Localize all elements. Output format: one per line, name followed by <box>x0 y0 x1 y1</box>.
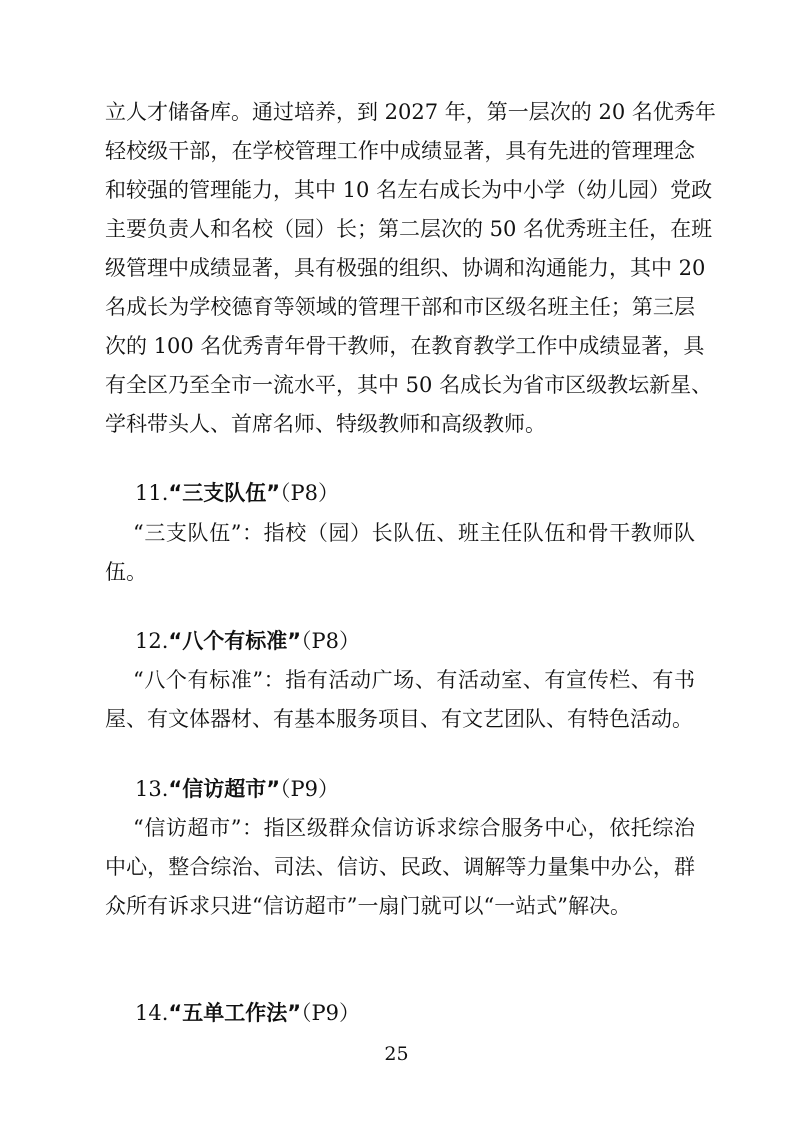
section-term: “三支队伍” <box>168 481 281 505</box>
section-heading <box>135 774 339 804</box>
paragraph-line: 级管理中成绩显著，具有极强的组织、协调和沟通能力，其中 20 <box>105 256 706 280</box>
paragraph-line: 主要负责人和名校（园）长；第二层次的 50 名优秀班主任，在班 <box>105 217 713 241</box>
paragraph-line: 轻校级干部，在学校管理工作中成绩显著，具有先进的管理理念 <box>105 139 695 163</box>
page-number: 25 <box>384 1043 409 1065</box>
paragraph-line: 屋、有文体器材、有基本服务项目、有文艺团队、有特色活动。 <box>105 707 693 731</box>
section-term: “八个有标准” <box>168 629 302 653</box>
paragraph-line: 中心，整合综治、司法、信访、民政、调解等力量集中办公，群 <box>105 855 695 879</box>
section-heading <box>135 626 360 656</box>
section-page-ref: （P9） <box>280 777 340 801</box>
paragraph-line: 众所有诉求只进“信访超市”一扇门就可以“一站式”解决。 <box>105 894 631 918</box>
section-number: 13. <box>135 777 169 801</box>
paragraph-line: 伍。 <box>105 560 147 584</box>
section-number: 11. <box>135 481 169 505</box>
paragraph-line: “三支队伍”：指校（园）长队伍、班主任队伍和骨干教师队 <box>133 521 695 545</box>
section-page-ref: （P9） <box>301 1001 361 1025</box>
paragraph-line: “信访超市”：指区级群众信访诉求综合服务中心，依托综治 <box>133 816 695 840</box>
section-number: 14. <box>135 1001 169 1025</box>
paragraph-line: 学科带头人、首席名师、特级教师和高级教师。 <box>105 412 546 436</box>
section-term: “信访超市” <box>168 777 281 801</box>
paragraph-line: 和较强的管理能力，其中 10 名左右成长为中小学（幼儿园）党政 <box>105 178 713 202</box>
paragraph-line: 有全区乃至全市一流水平，其中 50 名成长为省市区级教坛新星、 <box>105 373 713 397</box>
section-heading <box>135 478 339 508</box>
paragraph-line: “八个有标准”：指有活动广场、有活动室、有宣传栏、有书 <box>133 668 695 692</box>
section-page-ref: （P8） <box>280 481 340 505</box>
paragraph-line: 次的 100 名优秀青年骨干教师，在教育教学工作中成绩显著，具 <box>105 334 705 358</box>
section-page-ref: （P8） <box>301 629 361 653</box>
section-number: 12. <box>135 629 169 653</box>
paragraph-line: 立人才储备库。通过培养，到 2027 年，第一层次的 20 名优秀年 <box>105 100 716 124</box>
section-term: “五单工作法” <box>168 1001 302 1025</box>
section-heading <box>135 998 360 1028</box>
paragraph-line: 名成长为学校德育等领域的管理干部和市区级名班主任；第三层 <box>105 295 695 319</box>
